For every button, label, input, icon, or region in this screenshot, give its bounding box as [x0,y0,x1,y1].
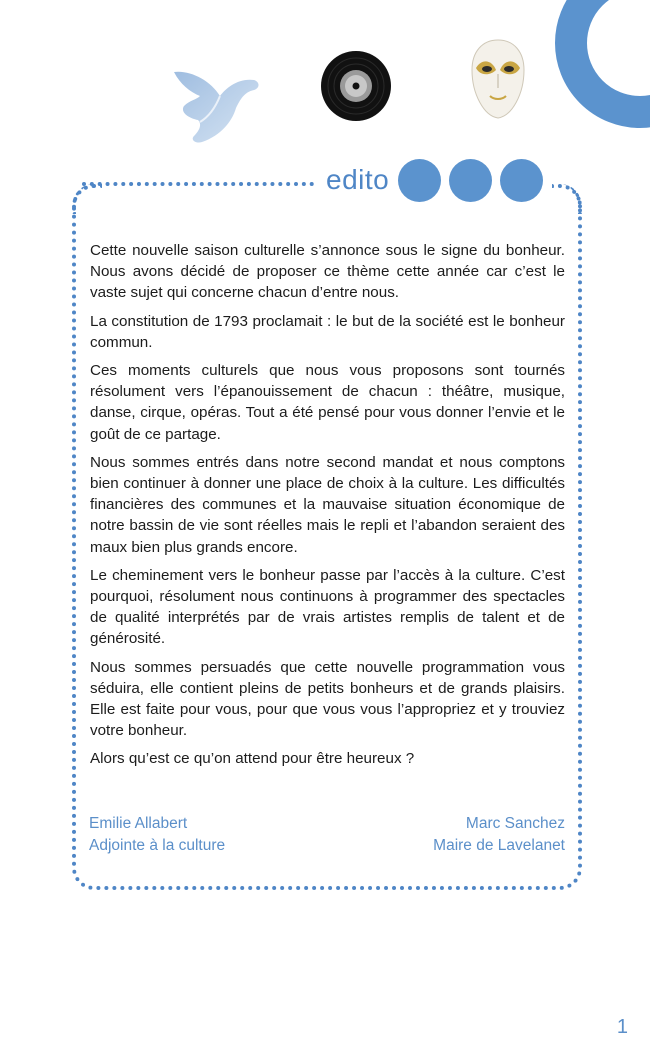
signature-role: Adjointe à la culture [89,837,226,854]
edito-text [90,240,565,777]
decorative-dot [449,159,492,202]
signature-right [433,813,565,857]
paragraph: Nous sommes persuadés que cette nouvelle programmation vous séduira, elle contient pleins de petits bonheurs et de grands plaisirs. Elle est faite pour vous, pour que vous vous l’appropriez et y trouviez votre bonheur. [90,658,565,740]
paragraph: Ces moments culturels que nous vous proposons sont tournés résolument vers l’épanouissement de chacun : théâtre, musique, danse, cirque, opéras. Tout a été pensé pour vous donner l’envie et le goût de ce partage. [90,362,565,443]
decorative-dot [398,159,441,202]
frame-corner [72,184,102,214]
paragraph: Cette nouvelle saison culturelle s’annonce sous le signe du bonheur. Nous avons décidé de proposer ce thème cette année car c’est le vaste sujet qui concerne chacun d’entre nous. [90,242,565,302]
paragraph: Nous sommes entrés dans notre second mandat et nous comptons bien continuer à donner une place de choix à la culture. Les difficultés financières des communes et la mauvaise situation économique de notre bassin de vie sont réelles mais le repli et l’abandon seraient des maux bien plus grands encore. [90,453,565,556]
decorative-dots [398,159,543,203]
signature-left [89,813,225,857]
decorative-ring [555,0,650,128]
paragraph: Le cheminement vers le bonheur passe par l’accès à la culture. C’est pourquoi, résolument nous continuons à programmer des spectacles de qualité interprétés par de vrais artistes remplis de talent et de générosité. [90,566,565,648]
venetian-mask-icon [470,38,526,120]
paragraph: La constitution de 1793 proclamait : le but de la société est le bonheur commun. [90,312,565,351]
page-number: 1 [616,1016,628,1038]
signature-name: Emilie Allabert [89,815,188,832]
signature-name: Marc Sanchez [465,815,565,832]
section-title: edito [322,162,393,198]
signature-role: Maire de Lavelanet [433,837,565,854]
frame-top-border [82,182,314,186]
frame-corner [552,184,582,214]
dove-icon [170,66,262,148]
vinyl-record-icon [320,50,392,122]
decorative-dot [500,159,543,202]
paragraph: Alors qu’est ce qu’on attend pour être heureux ? [90,750,415,768]
